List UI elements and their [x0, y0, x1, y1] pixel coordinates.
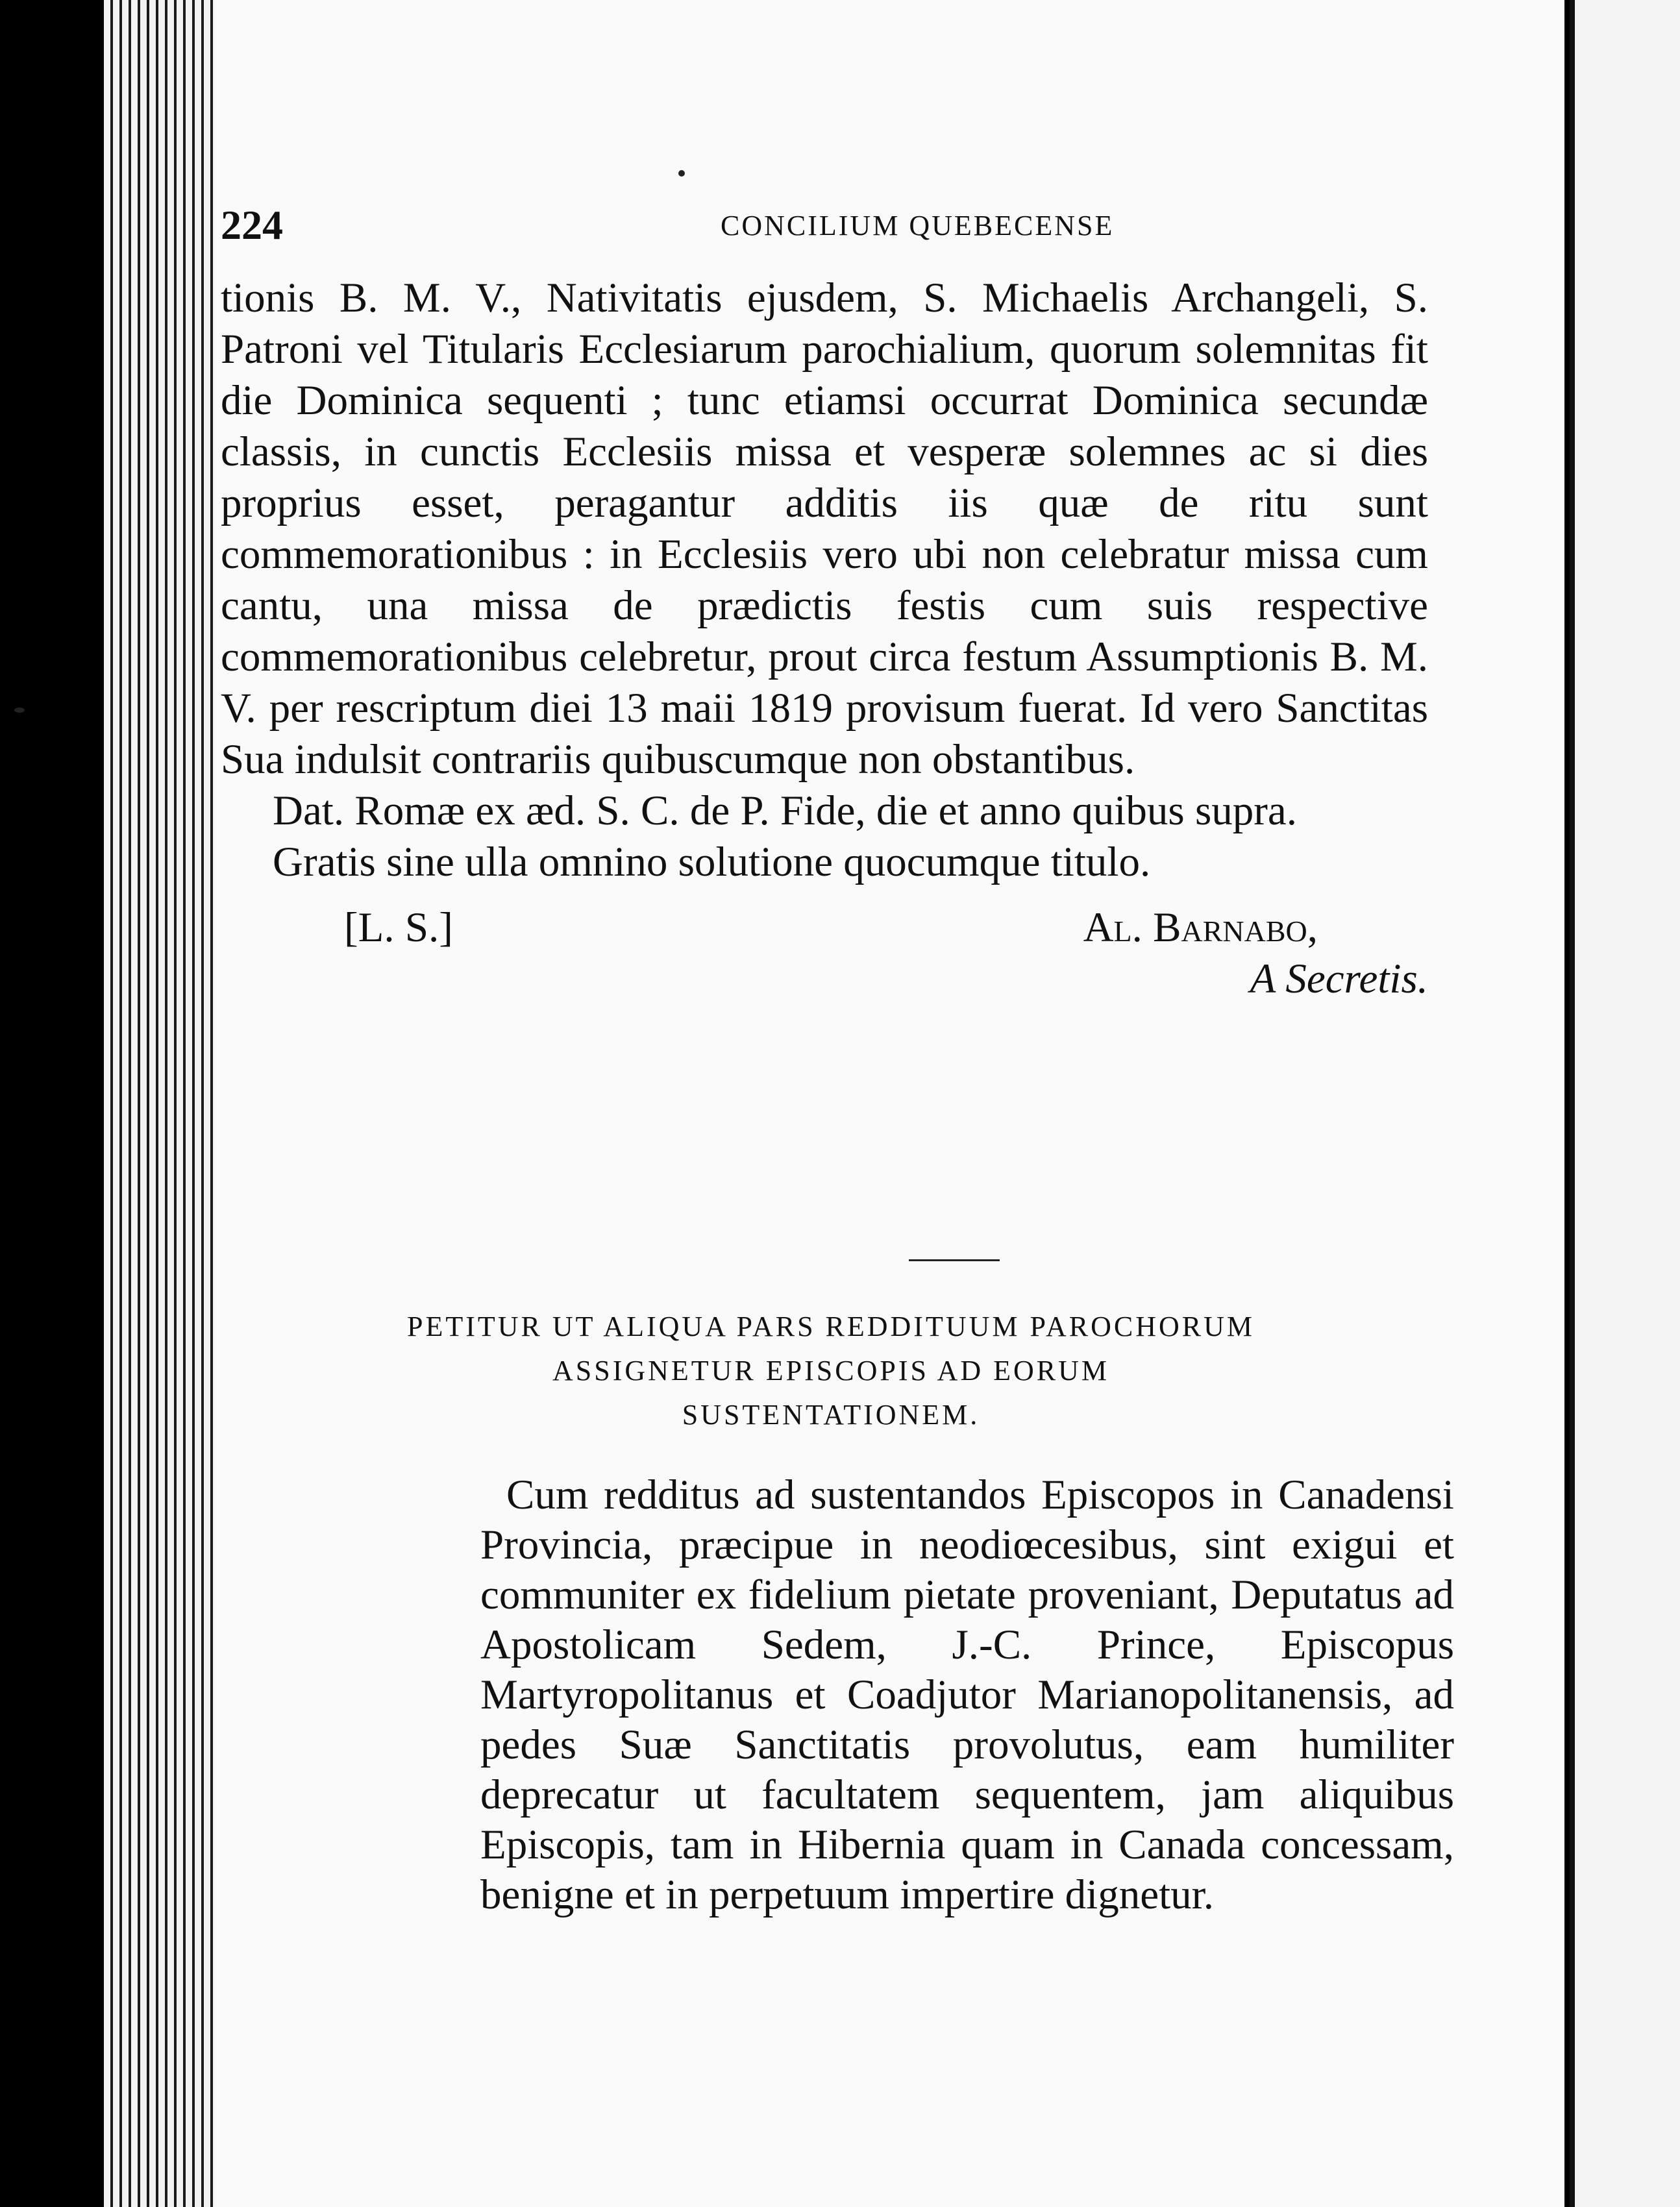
- heading-line: ASSIGNETUR EPISCOPIS AD EORUM: [552, 1355, 1109, 1387]
- section-divider: [909, 1259, 1000, 1261]
- page-header: [221, 201, 1441, 253]
- print-speck: [678, 170, 685, 177]
- print-speck: [14, 708, 25, 713]
- page-number: 224: [221, 202, 283, 248]
- facing-page-margin: [1570, 0, 1680, 2207]
- petition-paragraph: Cum redditus ad sustentandos Episcopos in Canadensi Provincia, præcipue in neodiœcesibus, sint exigui et communiter ex fidelium pietate proveniant, Deputatus ad Apostolicam Sedem, J.-C. Prince, Episcopus Martyropolitanus et Coadjutor Marianopolitanensis, ad pedes Suæ Sanctitatis provolutus, eam humiliter deprecatur ut facultatem sequentem, jam aliquibus Episcopis, tam in Hibernia quam in Canada concessam, benigne et in perpetuum impertire dignetur.: [480, 1472, 1454, 1918]
- decree-text: [221, 273, 1428, 1002]
- dating-clause: Dat. Romæ ex æd. S. C. de P. Fide, die et anno quibus supra.: [273, 787, 1297, 834]
- gratis-clause: Gratis sine ulla omnino solutione quocumque titulo.: [273, 839, 1151, 885]
- signer-name: Al. Barnabo,: [1083, 904, 1318, 951]
- seal-mark: [L. S.]: [344, 904, 453, 951]
- signature-block: [221, 902, 1428, 1002]
- running-title: CONCILIUM QUEBECENSE: [721, 210, 1115, 241]
- section-heading: [221, 1305, 1441, 1437]
- heading-line: SUSTENTATIONEM.: [682, 1399, 980, 1431]
- signer-office: A Secretis.: [1250, 956, 1428, 1002]
- heading-line: PETITUR UT ALIQUA PARS REDDITUUM PAROCHORUM: [407, 1311, 1255, 1342]
- decree-paragraph: tionis B. M. V., Nativitatis ejusdem, S. Michaelis Archangeli, S. Patroni vel Titularis Ecclesiarum parochialium, quorum solemnitas fit die Dominica sequenti ; tunc etiamsi occurrat Dominica secundæ classis, in cunctis Ecclesiis missa et vesperæ solemnes ac si dies proprius esset, peragantur additis iis quæ de ritu sunt commemorationibus : in Ecclesiis vero ubi non celebratur missa cum cantu, una missa de prædictis festis cum suis respective commemorationibus celebretur, prout circa festum Assumptionis B. M. V. per rescriptum diei 13 maii 1819 provisum fuerat. Id vero Sanctitas Sua indulsit contrariis quibuscumque non obstantibus.: [221, 275, 1428, 783]
